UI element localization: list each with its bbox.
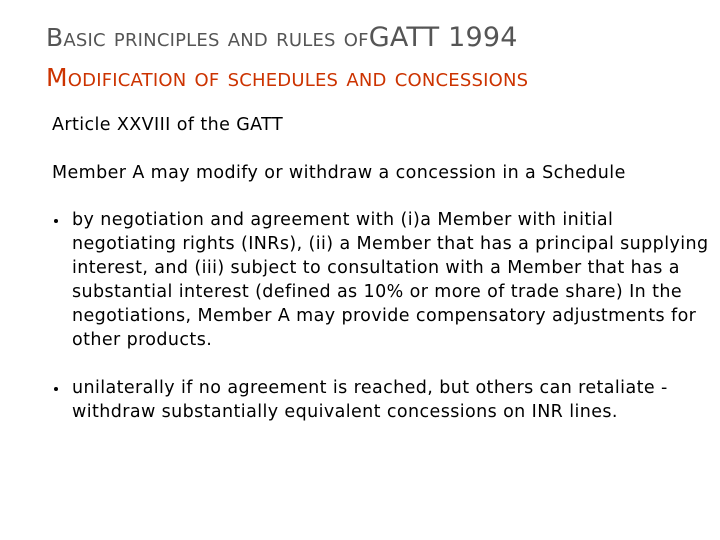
bullet-item-unilateral bbox=[52, 376, 712, 424]
intro-paragraph: Member A may modify or withdraw a concession in a Schedule bbox=[52, 163, 626, 183]
article-reference: Article XXVIII of the GATT bbox=[52, 115, 284, 135]
bullet-text: unilaterally if no agreement is reached, but others can retaliate - withdraw substantially equivalent concessions on INR lines. bbox=[72, 378, 668, 422]
slide-title-line2: Modification of schedules and concessions bbox=[46, 63, 529, 92]
bullet-item-negotiation bbox=[52, 208, 712, 352]
title-gatt: GATT 1994 bbox=[368, 22, 518, 53]
bullet-dot-icon bbox=[54, 219, 58, 223]
bullet-dot-icon bbox=[54, 387, 58, 391]
title-prefix: Basic principles and rules of bbox=[46, 23, 369, 52]
slide-title-line1 bbox=[46, 22, 518, 53]
bullet-text: by negotiation and agreement with (i)a Member with initial negotiating rights (INRs), (ii) a Member that has a principal supplying interest, and (iii) subject to consultation with a Member that has a substantial interest (defined as 10% or more of trade share) In the negotiations, Member A may provide compensatory adjustments for other products. bbox=[72, 210, 709, 350]
bullet-list bbox=[52, 208, 712, 424]
